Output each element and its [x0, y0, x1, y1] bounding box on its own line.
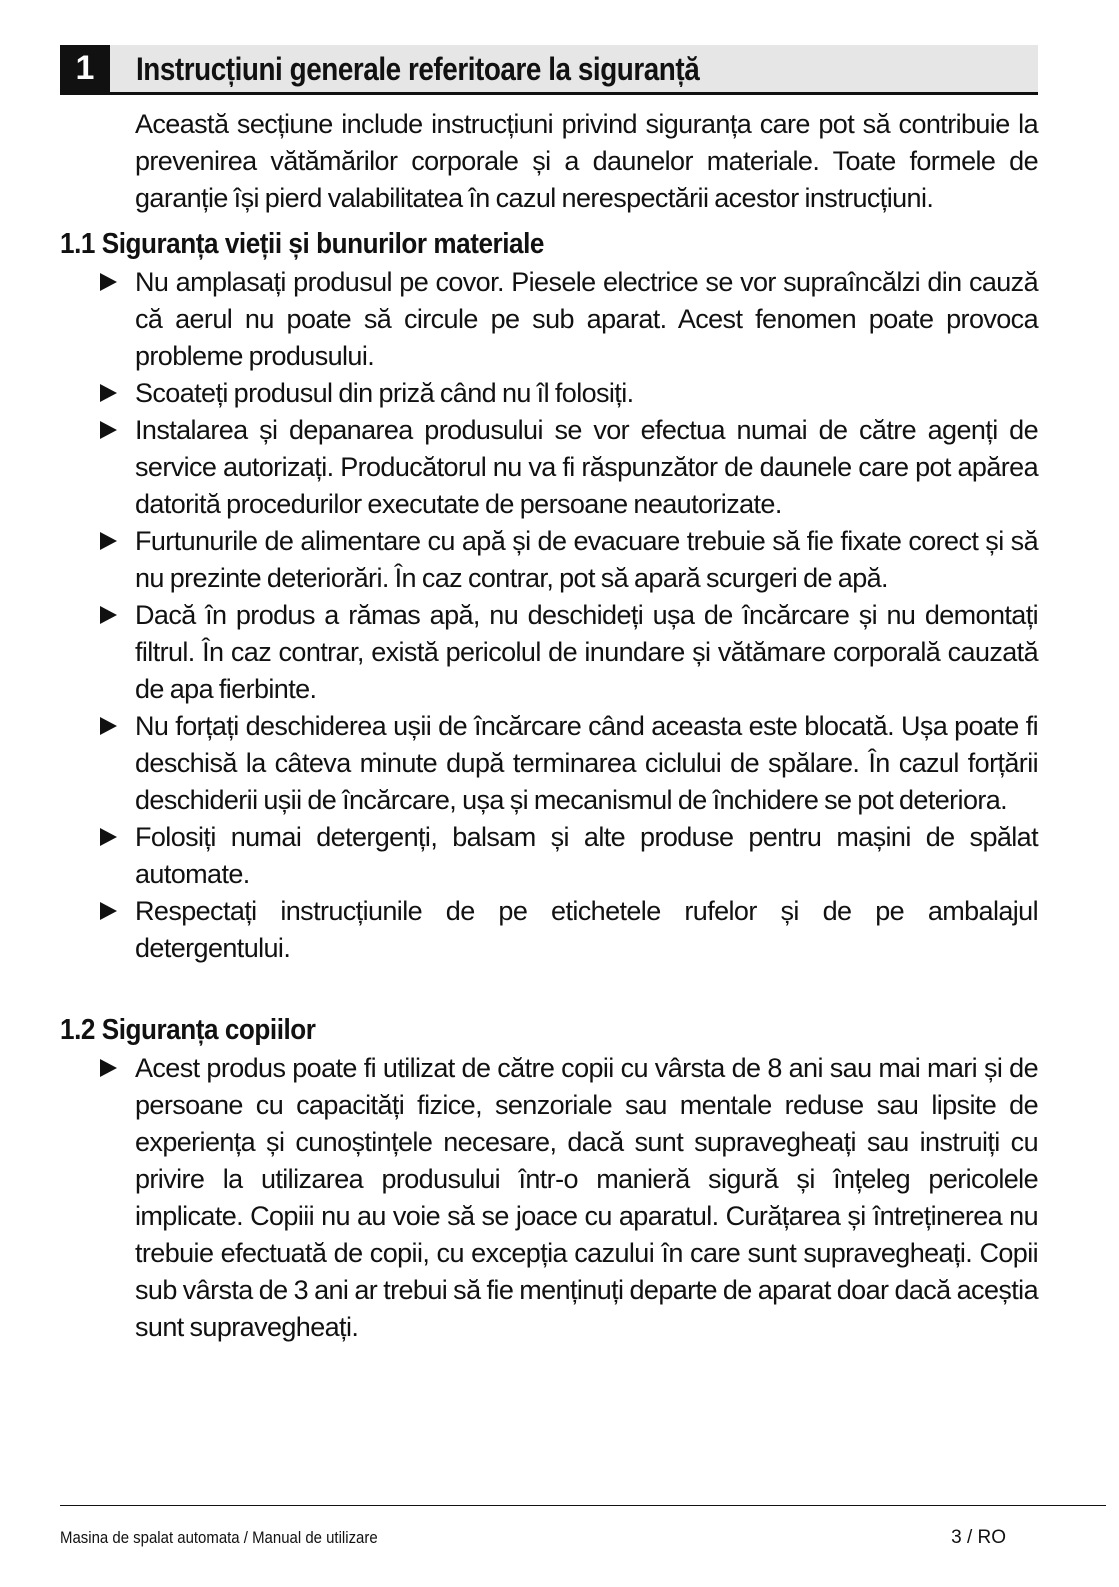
triangle-bullet-icon: [100, 384, 117, 402]
section-title-life-property: 1.1 Siguranța vieții și bunurilor materiale: [60, 228, 544, 260]
list-item: Nu forțați deschiderea ușii de încărcare când aceasta este blocată. Ușa poate fi deschisă la câteva minute după terminarea ciclului de spălare. În cazul forțării deschiderii ușii de încărcare, ușa și mecanismul de închidere se pot deteriora.: [100, 708, 1038, 819]
triangle-bullet-icon: [100, 902, 117, 920]
chapter-title: Instrucțiuni generale referitoare la siguranță: [136, 51, 700, 87]
triangle-bullet-icon: [100, 717, 117, 735]
triangle-bullet-icon: [100, 532, 117, 550]
chapter-header: [60, 45, 1038, 95]
chapter-intro: Această secțiune include instrucțiuni privind siguranța care pot să contribuie la prevenirea vătămărilor corporale și a daunelor materiale. Toate formele de garanție își pierd valabilitatea în cazul nerespectării acestor instrucțiuni.: [135, 109, 1038, 213]
triangle-bullet-icon: [100, 421, 117, 439]
list-item: Acest produs poate fi utilizat de către copii cu vârsta de 8 ani sau mai mari și de persoane cu capacități fizice, senzoriale sau mentale reduse sau lipsite de experiența și cunoștințele necesare, dacă sunt supravegheați sau instruiți cu privire la utilizarea produsului într-o manieră sigură și înțeleg pericolele implicate. Copiii nu au voie să se joace cu aparatul. Curățarea și întreținerea nu trebuie efectuată de copii, cu excepția cazului în care sunt supravegheați. Copii sub vârsta de 3 ani ar trebui să fie menținuți departe de aparat doar dacă aceștia sunt supravegheați.: [100, 1050, 1038, 1346]
list-item: Respectați instrucțiunile de pe etichetele rufelor și de pe ambalajul detergentului.: [100, 893, 1038, 967]
section-list-child-safety: [100, 1050, 1038, 1346]
triangle-bullet-icon: [100, 273, 117, 291]
footer-manual-title: Masina de spalat automata / Manual de utilizare: [60, 1528, 378, 1547]
list-item: Folosiți numai detergenți, balsam și alte produse pentru mașini de spălat automate.: [100, 819, 1038, 893]
triangle-bullet-icon: [100, 606, 117, 624]
list-item: Dacă în produs a rămas apă, nu deschideți ușa de încărcare și nu demontați filtrul. În caz contrar, există pericolul de inundare și vătămare corporală cauzată de apa fierbinte.: [100, 597, 1038, 708]
footer-divider: [60, 1505, 1106, 1506]
list-item: Nu amplasați produsul pe covor. Piesele electrice se vor supraîncălzi din cauză că aerul nu poate să circule pe sub aparat. Acest fenomen poate provoca probleme produsului.: [100, 264, 1038, 375]
section-list-life-property: [100, 264, 1038, 967]
triangle-bullet-icon: [100, 1059, 117, 1077]
footer-page-number: 3 / RO: [951, 1527, 1006, 1548]
list-item: Instalarea și depanarea produsului se vor efectua numai de către agenți de service autorizați. Producătorul nu va fi răspunzător de daunele care pot apărea datorită procedurilor executate de persoane neautorizate.: [100, 412, 1038, 523]
chapter-number: 1: [60, 45, 110, 92]
triangle-bullet-icon: [100, 828, 117, 846]
list-item: Furtunurile de alimentare cu apă și de evacuare trebuie să fie fixate corect și să nu prezinte deteriorări. În caz contrar, pot să apară scurgeri de apă.: [100, 523, 1038, 597]
section-title-child-safety: 1.2 Siguranța copiilor: [60, 1014, 316, 1046]
list-item: Scoateți produsul din priză când nu îl folosiți.: [100, 375, 1038, 412]
